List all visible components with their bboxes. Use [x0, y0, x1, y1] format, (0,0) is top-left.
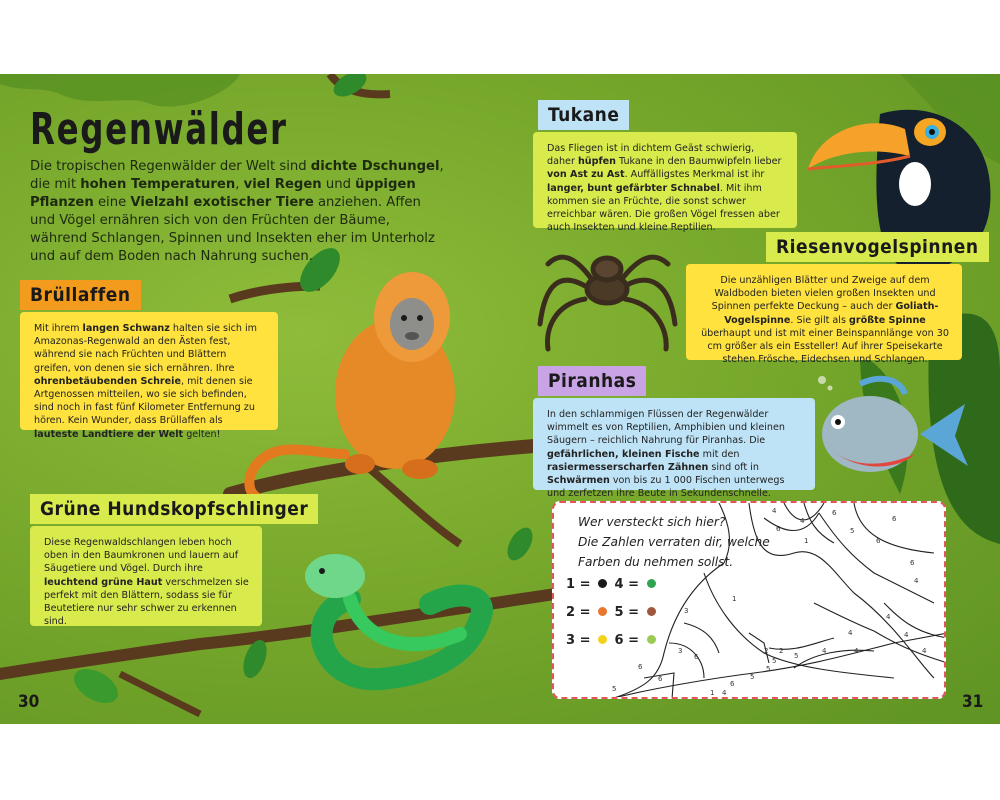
intro-text-part: Die tropischen Regenwälder der Welt sind: [30, 159, 311, 174]
page-number-right: 31: [962, 692, 984, 712]
key-equals: =: [628, 605, 640, 620]
bruellaffen-highlight: lauteste Landtiere der Welt: [34, 428, 184, 440]
bruellaffen-text-part: halten sie sich im Amazonas-Regenwald an den Ästen fest, während sie nach Früchten und Blättern greifen, von denen sie sich ernähren. Ihre: [34, 323, 258, 374]
svg-text:6: 6: [658, 675, 663, 683]
svg-text:3: 3: [678, 647, 683, 655]
piranhas-text-part: In den schlammigen Flüssen der Regenwälder wimmelt es von Reptilien, Amphibien und kleinen Säugern – reichlich Nahrung für Piranhas. Die: [547, 409, 785, 447]
bruellaffen-text-part: , mit denen sie Artgenossen mitteilen, wo sie sich befinden, sind noch in fast fünf Kilometer Entfernung zu hören. Kein Wunder, dass Brüllaffen als: [34, 375, 255, 427]
light-green-color-dot: [647, 635, 656, 644]
tukane-text-part: . Mit ihm kommen sie an Früchte, die sonst schwer erreichbar wären. Die großen Vögel fressen aber auch Insekten und kleine Reptilien.: [547, 182, 780, 234]
svg-text:5: 5: [772, 657, 777, 665]
key-number: 5: [614, 605, 624, 620]
svg-text:5: 5: [850, 527, 855, 535]
svg-text:4: 4: [722, 689, 727, 697]
intro-text-part: und: [321, 177, 356, 192]
svg-text:4: 4: [854, 647, 859, 655]
piranhas-text-part: mit den: [699, 448, 740, 460]
bruellaffen-highlight: ohrenbetäubenden Schreie: [34, 375, 181, 387]
svg-text:4: 4: [886, 613, 891, 621]
goliath-spider: [540, 257, 675, 349]
key-equals: =: [579, 605, 591, 620]
tukane-text-part: Das Fliegen ist in dichtem Geäst schwierig, daher: [547, 143, 755, 168]
svg-text:3: 3: [684, 607, 689, 615]
bruellaffen-text: [20, 312, 278, 440]
svg-text:6: 6: [910, 559, 915, 567]
intro-text-part: anziehen. Affen und Vögel ernähren sich von den Früchten der Bäume, während Schlangen, Spinnen und Insekten eher im Unterholz und auf dem Boden nach Nahrung suchen.: [30, 195, 435, 264]
svg-text:2: 2: [764, 647, 769, 655]
intro-text-part: ,: [235, 177, 244, 192]
svg-text:5: 5: [794, 652, 799, 660]
key-number: 2: [566, 605, 576, 620]
intro-text: [30, 158, 450, 266]
piranhas-highlight: rasiermesserscharfen Zähnen: [547, 461, 709, 473]
svg-text:2: 2: [779, 647, 784, 655]
tukane-heading: Tukane: [538, 100, 629, 130]
svg-text:4: 4: [904, 631, 909, 639]
tukane-highlight: von Ast zu Ast: [547, 169, 625, 181]
piranhas-highlight: gefährlichen, kleinen Fische: [547, 448, 700, 460]
key-equals: =: [628, 633, 640, 648]
tukane-text-part: Tukane in den Baumwipfeln lieber: [616, 156, 782, 168]
spinnen-highlight: größte Spinne: [849, 314, 926, 326]
key-number: 1: [566, 577, 576, 592]
bruellaffen-text-part: Mit ihrem: [34, 323, 83, 334]
bruellaffen-text-part: gelten!: [183, 428, 221, 440]
color-key-row-3: [566, 633, 659, 648]
page-title: Regenwälder: [30, 104, 288, 155]
svg-text:1: 1: [710, 689, 715, 697]
spinnen-highlight: Goliath-Vogelspinne: [724, 301, 939, 326]
key-equals: =: [579, 577, 591, 592]
svg-text:4: 4: [922, 647, 927, 655]
puzzle-instruction-2: Farben du nehmen sollst.: [578, 555, 734, 569]
intro-highlight: Vielzahl exotischer Tiere: [130, 195, 314, 210]
svg-text:6: 6: [638, 663, 643, 671]
svg-text:6: 6: [892, 515, 897, 523]
howler-monkey: [249, 272, 455, 499]
svg-text:4: 4: [822, 647, 827, 655]
piranhas-text: [533, 398, 815, 500]
svg-text:6: 6: [694, 653, 699, 661]
spinnen-text: [686, 264, 962, 366]
bruellaffen-highlight: langen Schwanz: [82, 323, 170, 334]
book-spread: [0, 74, 1000, 724]
svg-text:4: 4: [914, 577, 919, 585]
svg-text:4: 4: [800, 517, 805, 525]
intro-highlight: üppigen Pflanzen: [30, 177, 416, 210]
intro-text-part: eine: [93, 195, 131, 210]
puzzle-outline: [554, 503, 946, 699]
piranhas-text-part: sind oft in: [708, 461, 759, 473]
puzzle-instruction-1: Die Zahlen verraten dir, welche: [578, 535, 770, 549]
svg-text:1: 1: [732, 595, 737, 603]
yellow-color-dot: [598, 635, 607, 644]
color-key-row-1: [566, 577, 659, 592]
svg-text:6: 6: [776, 525, 781, 533]
key-equals: =: [579, 633, 591, 648]
svg-text:5: 5: [612, 685, 617, 693]
key-number: 4: [614, 577, 624, 592]
tukane-text-part: . Auffälligstes Merkmal ist ihr: [624, 169, 765, 181]
piranhas-highlight: Schwärmen: [547, 475, 610, 487]
tukane-highlight: hüpfen: [577, 156, 616, 168]
key-number: 3: [566, 633, 576, 648]
spinnen-text-part: . Sie gilt als: [790, 314, 850, 326]
hundskopf-highlight: leuchtend grüne Haut: [44, 576, 163, 588]
intro-text-part: , die mit: [30, 159, 444, 192]
spinnen-heading: Riesenvogelspinnen: [766, 232, 989, 262]
color-key-row-2: [566, 605, 659, 620]
svg-text:6: 6: [730, 680, 735, 688]
spinnen-text-part: überhaupt und ist mit einer Beinspannlänge von 30 cm größer als ein Essteller! Auf ihrer Speisekarte stehen Frösche, Eidechsen und Schlangen.: [701, 327, 949, 366]
svg-text:6: 6: [832, 509, 837, 517]
svg-text:4: 4: [772, 507, 777, 515]
hundskopf-text-part: verschmelzen sie perfekt mit den Blättern, sodass sie für Beutetiere nur sehr schwer zu erkennen sind.: [44, 576, 249, 628]
brown-color-dot: [647, 607, 656, 616]
orange-color-dot: [598, 607, 607, 616]
tukane-text: [533, 132, 797, 234]
intro-highlight: hohen Temperaturen: [80, 177, 236, 192]
black-color-dot: [598, 579, 607, 588]
puzzle-question: Wer versteckt sich hier?: [578, 515, 726, 529]
svg-text:5: 5: [750, 673, 755, 681]
svg-text:4: 4: [848, 629, 853, 637]
piranhas-heading: Piranhas: [538, 366, 646, 396]
tukane-highlight: langer, bunt gefärbter Schnabel: [547, 182, 720, 194]
intro-highlight: dichte Dschungel: [310, 159, 440, 174]
key-equals: =: [628, 577, 640, 592]
green-color-dot: [647, 579, 656, 588]
page-number-left: 30: [18, 692, 40, 712]
color-by-number-puzzle: [552, 501, 946, 699]
svg-text:5: 5: [766, 665, 771, 673]
key-number: 6: [614, 633, 624, 648]
hundskopf-text-part: Diese Regenwaldschlangen leben hoch oben in den Baumkronen und lauern auf Säugetiere und Vögel. Durch ihre: [44, 537, 239, 575]
svg-text:6: 6: [876, 537, 881, 545]
bruellaffen-heading: Brüllaffen: [20, 280, 141, 310]
piranhas-text-part: von bis zu 1 000 Fischen unterwegs und zerfetzen ihre Beute in Sekundenschnelle.: [547, 475, 785, 500]
spinnen-text-part: Die unzähligen Blätter und Zweige auf dem Waldboden bieten vielen großen Insekten und Spinnen perfekte Deckung – auch der: [711, 275, 936, 313]
svg-text:1: 1: [804, 537, 809, 545]
hundskopf-heading: Grüne Hundskopfschlinger: [30, 494, 318, 524]
intro-highlight: viel Regen: [243, 177, 322, 192]
hundskopf-text: [30, 526, 262, 626]
